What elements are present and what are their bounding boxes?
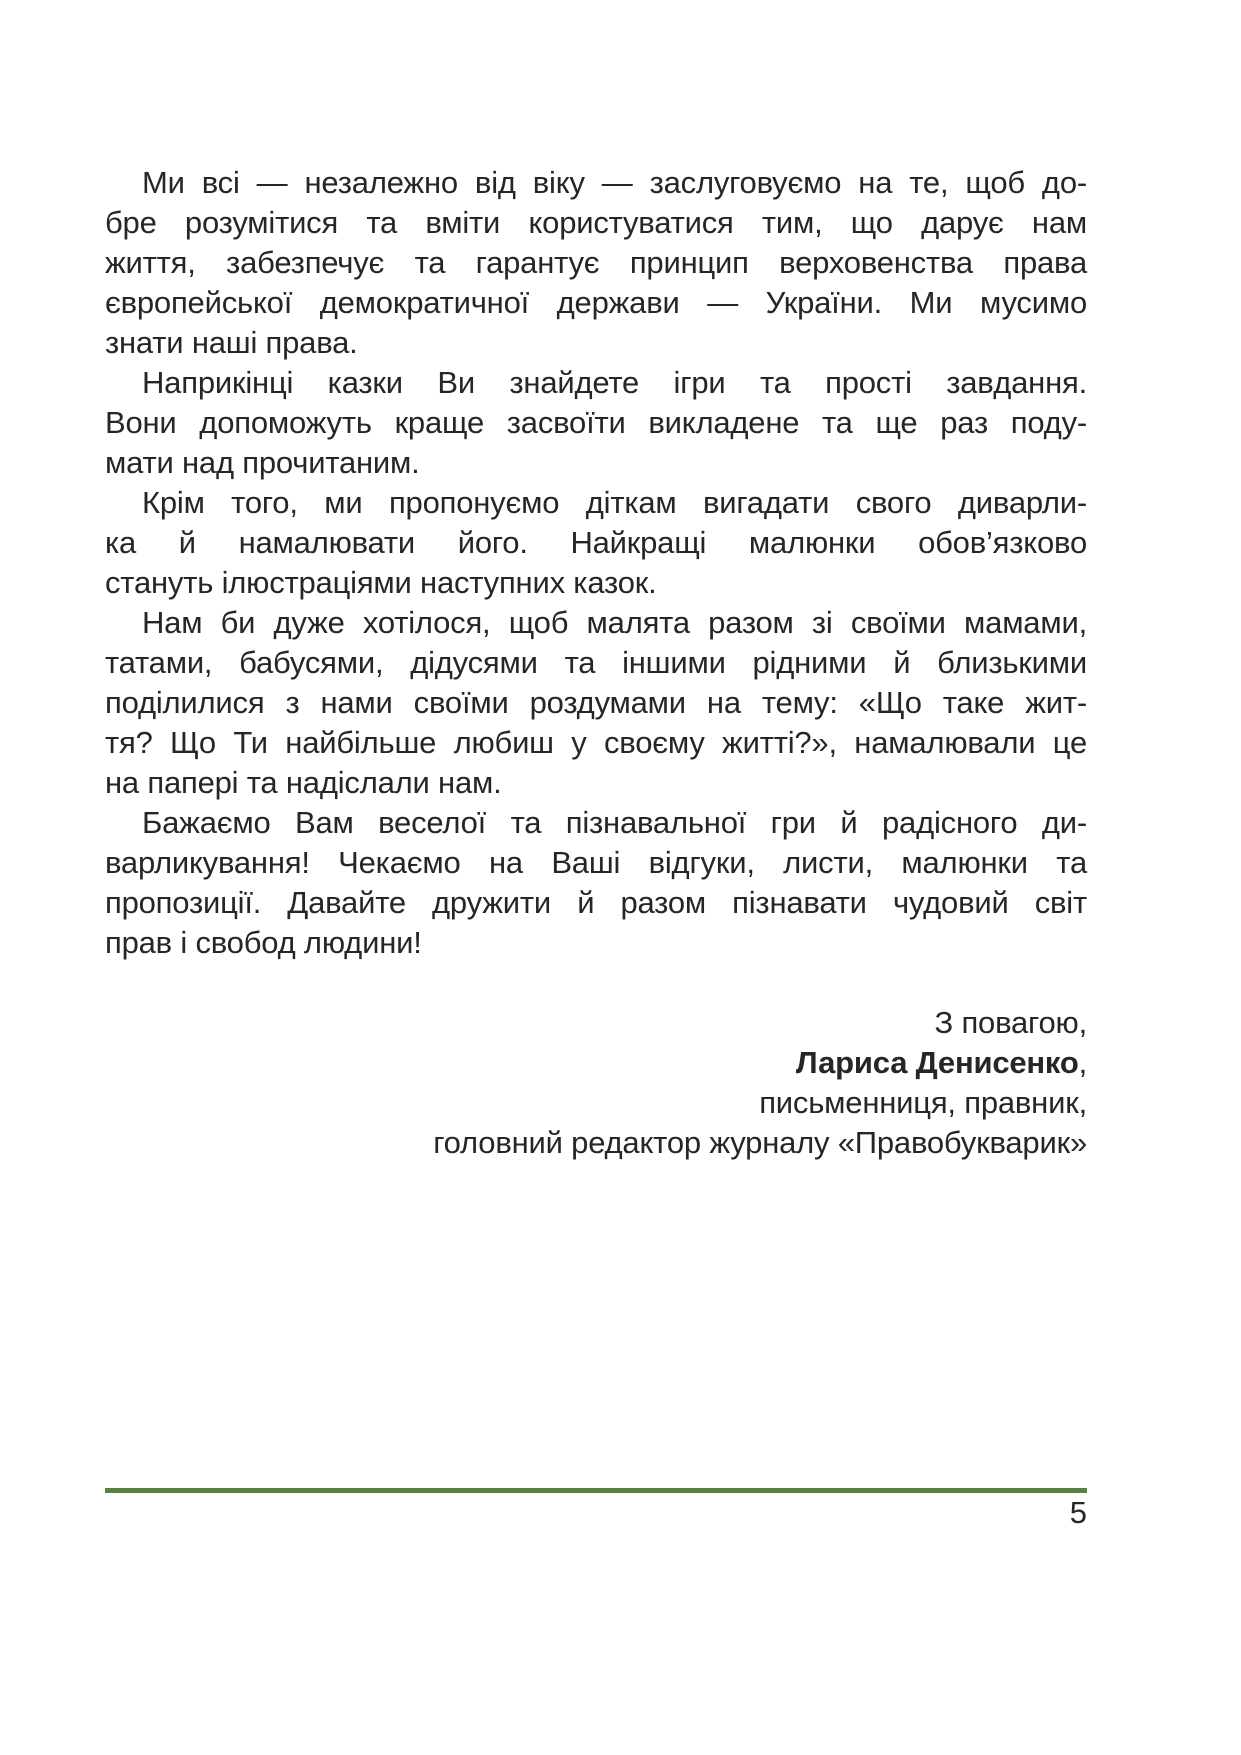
text-line: знати наші права. — [105, 325, 358, 360]
text-line: Вони допоможуть краще засвоїти викладене та ще раз поду- — [105, 405, 1087, 440]
text-line: європейської демократичної держави — України. Ми мусимо — [105, 285, 1087, 320]
text-line: прав і свобод людини! — [105, 925, 422, 960]
paragraph — [105, 163, 1087, 363]
text-line: Нам би дуже хотілося, щоб малята разом зі своїми мамами, — [142, 605, 1087, 640]
text-line: татами, бабусями, дідусями та іншими рідними й близькими — [105, 645, 1087, 680]
text-line: ка й намалювати його. Найкращі малюнки обов’язково — [105, 525, 1087, 560]
text-line: бре розумітися та вміти користуватися тим, що дарує нам — [105, 205, 1087, 240]
signature-name: Лариса Денисенко — [795, 1045, 1079, 1080]
paragraph — [105, 363, 1087, 483]
body-text — [105, 163, 1087, 963]
text-line: варликування! Чекаємо на Ваші відгуки, листи, малюнки та — [105, 845, 1087, 880]
paragraph — [105, 603, 1087, 803]
text-line: життя, забезпечує та гарантує принцип верховенства права — [105, 245, 1087, 280]
text-line: мати над прочитаним. — [105, 445, 420, 480]
text-line: Ми всі — незалежно від віку — заслуговуємо на те, щоб до- — [142, 165, 1087, 200]
text-line: стануть ілюстраціями наступних казок. — [105, 565, 657, 600]
text-line: пропозиції. Давайте дружити й разом пізнавати чудовий світ — [105, 885, 1087, 920]
page-number: 5 — [1069, 1495, 1087, 1530]
text-line: Наприкінці казки Ви знайдете ігри та прості завдання. — [142, 365, 1087, 400]
paragraph — [105, 483, 1087, 603]
signature-role-2: головний редактор журналу «Правобукварик» — [433, 1125, 1087, 1160]
text-line: поділилися з нами своїми роздумами на тему: «Що таке жит- — [105, 685, 1087, 720]
footer-rule — [105, 1488, 1087, 1493]
text-line: тя? Що Ти найбільше любиш у своєму житті?», намалювали це — [105, 725, 1087, 760]
signature-name-line — [105, 1043, 1087, 1083]
text-line: Крім того, ми пропонуємо діткам вигадати свого диварли- — [142, 485, 1087, 520]
signature-block — [105, 1003, 1087, 1163]
signature-role-1: письменниця, правник, — [759, 1085, 1087, 1120]
signature-salutation: З повагою, — [934, 1005, 1087, 1040]
paragraph — [105, 803, 1087, 963]
signature-name-suffix: , — [1078, 1045, 1087, 1080]
text-line: Бажаємо Вам веселої та пізнавальної гри й радісного ди- — [142, 805, 1087, 840]
text-line: на папері та надіслали нам. — [105, 765, 502, 800]
